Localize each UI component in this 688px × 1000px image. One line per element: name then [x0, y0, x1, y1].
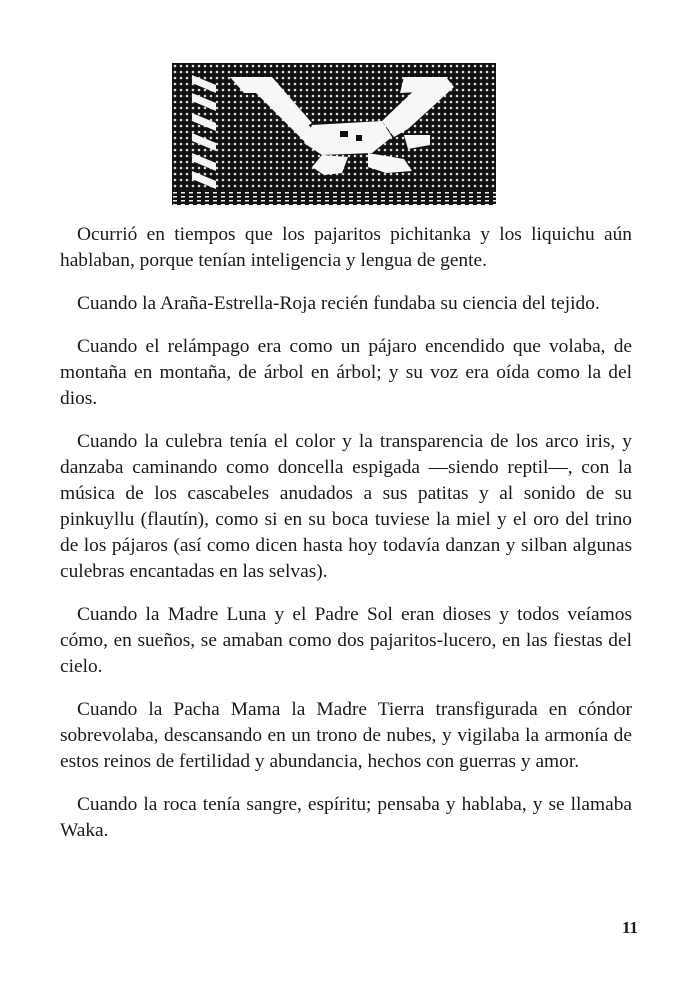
page-number: 11: [621, 918, 638, 937]
paragraph: Cuando la Madre Luna y el Padre Sol eran dioses y todos veíamos cómo, en sueños, se amaban como dos pajaritos-lucero, en las fiestas del cielo.: [60, 604, 632, 677]
paragraph: Ocurrió en tiempos que los pajaritos pichitanka y los liquichu aún hablaban, porque tenían inteligencia y lengua de gente.: [60, 224, 632, 271]
paragraph: Cuando la roca tenía sangre, espíritu; pensaba y hablaba, y se llamaba Waka.: [60, 794, 632, 841]
textile-bird-icon: [172, 63, 496, 205]
woven-bird-illustration: [172, 63, 496, 205]
paragraph: Cuando la culebra tenía el color y la transparencia de los arco iris, y danzaba caminando como doncella espigada —siendo reptil—, con la música de los cascabeles anudados a sus patitas y al sonido de su pinkuyllu (flautín), como si en su boca tuviese la miel y el oro del trino de los pájaros (así como dicen hasta hoy todavía danzan y silban algunas culebras encantadas en las selvas).: [60, 431, 632, 582]
story-text: [60, 222, 632, 861]
paragraph: Cuando el relámpago era como un pájaro encendido que volaba, de montaña en montaña, de árbol en árbol; y su voz era oída como la del dios.: [60, 336, 632, 409]
paragraph: Cuando la Pacha Mama la Madre Tierra transfigurada en cóndor sobrevolaba, descansando en un trono de nubes, y vigilaba la armonía de estos reinos de fertilidad y abundancia, hechos con guerras y amor.: [60, 699, 632, 772]
paragraph: Cuando la Araña-Estrella-Roja recién fundaba su ciencia del tejido.: [77, 293, 600, 314]
